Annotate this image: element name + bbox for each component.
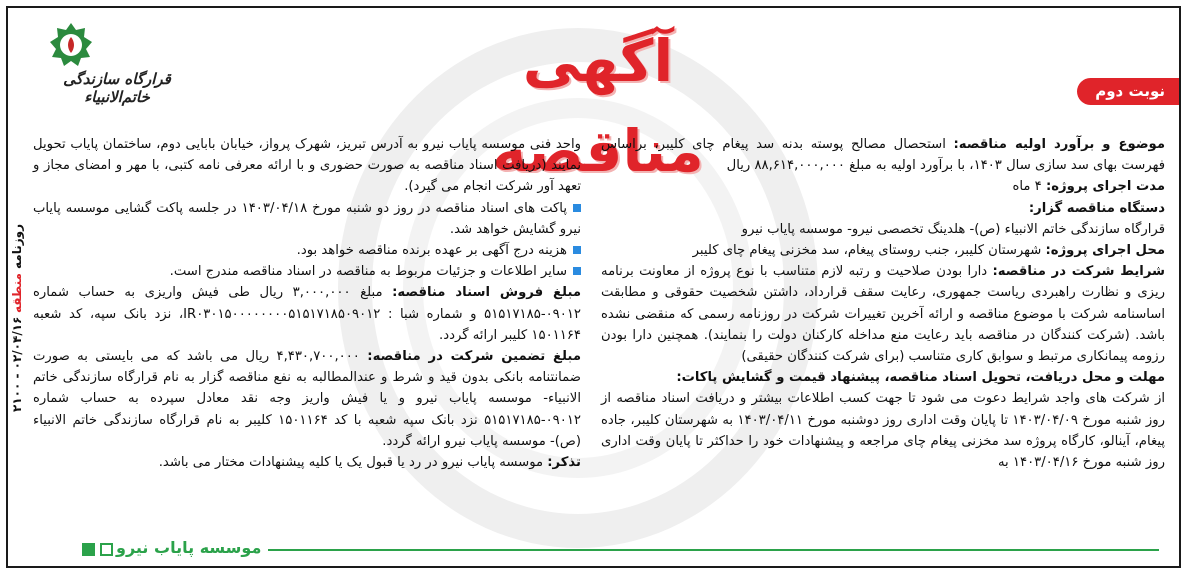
deadline-text: از شرکت های واجد شرایط دعوت می شود تا جهت کسب اطلاعات بیشتر و دریافت اسناد مناقصه از روز شنبه مورخ ۱۴۰۳/۰۴/۰۹ تا پایان وقت اداری روز دوشنبه مورخ ۱۴۰۳/۰۴/۱۱ به شهرستان کلیبر، جاده پیغام، آینالو، کارگاه پروژه سد مخزنی پیغام چای مراجعه و پیشنهادات خود را حداکثر تا پایان وقت اداری روز شنبه مورخ ۱۴۰۳/۰۴/۱۶ به — [601, 391, 1165, 471]
bullet-item — [33, 198, 581, 240]
location-paragraph — [601, 240, 1165, 261]
paper-name: روزنامه — [10, 223, 24, 269]
location-text: شهرستان کلیبر، جنب روستای پیغام، سد مخزنی پیغام چای کلیبر — [692, 243, 1042, 259]
bullet-text: سایر اطلاعات و جزئیات مربوط به مناقصه در اسناد مناقصه مندرج است. — [169, 264, 567, 280]
left-column — [33, 134, 581, 473]
side-strip — [8, 118, 26, 518]
paper-brand: منطقه — [10, 272, 24, 313]
guarantee-paragraph — [33, 346, 581, 452]
note-text: موسسه پایاب نیرو در رد یا قبول یک یا کلیه پیشنهادات مختار می باشد. — [158, 455, 544, 471]
duration-paragraph — [601, 176, 1165, 197]
logo-text: قرارگاه سازندگی خاتم‌الانبیاء — [63, 70, 171, 106]
docs-paragraph — [33, 282, 581, 346]
authority-label: دستگاه مناقصه گزار: — [1028, 200, 1165, 216]
duration-label: مدت اجرای پروژه: — [1045, 179, 1165, 195]
footer-square-filled-icon — [82, 543, 95, 556]
bullet-text: پاکت های اسناد مناقصه در روز دو شنبه مورخ ۱۴۰۳/۰۴/۱۸ در جلسه پاکت گشایی موسسه پایاب نیرو گشایش خواهد شد. — [33, 200, 581, 237]
notice-code: ۰۲/۰۴/۱۶ - ۲۱۰۰ — [10, 316, 24, 413]
subject-text: استحصال مصالح پوسته بدنه سد پیغام چای کلیبر، براساس فهرست بهای سد سازی سال ۱۴۰۳، با برآورد اولیه به مبلغ ۸۸,۶۱۴,۰۰۰,۰۰۰ ریال — [601, 137, 1165, 174]
footer-divider — [268, 549, 1159, 551]
footer-company-name: موسسه پایاب نیرو — [116, 538, 262, 557]
subject-paragraph — [601, 134, 1165, 176]
emblem-icon — [48, 22, 94, 68]
round-badge: نوبت دوم — [1077, 78, 1179, 105]
footer-square-outline-icon — [100, 543, 113, 556]
duration-text: ۴ ماه — [1012, 179, 1042, 195]
notice-frame — [6, 6, 1181, 568]
docs-label: مبلغ فروش اسناد مناقصه: — [392, 285, 581, 301]
deadline-label: مهلت و محل دریافت، تحویل اسناد مناقصه، پیشنهاد قیمت و گشایش پاکات: — [676, 370, 1165, 386]
conditions-paragraph — [601, 261, 1165, 367]
page-title: آگهی مناقصه — [492, 27, 704, 185]
bullet-square-icon — [573, 204, 581, 212]
bullet-item — [33, 240, 581, 261]
guarantee-label: مبلغ تضمین شرکت در مناقصه: — [367, 349, 581, 365]
docs-text: مبلغ ۳,۰۰۰,۰۰۰ ریال طی فیش واریزی به حساب شماره ۰۹۰۱۲-۵۱۵۱۷۱۸۵ و شماره شبا : IR۰۳۰۱۵۰۰۰۰۰۰۰۰۵۱۵۱۷۱۸۵۰۹۰۱۲، نزد بانک سپه، کد شعبه ۱۵۰۱۱۶۴ کلیبر ارائه گردد. — [33, 285, 581, 343]
logo — [22, 14, 212, 118]
conditions-text: دارا بودن صلاحیت و رتبه لازم متناسب با نوع پروژه از معاونت برنامه ریزی و نظارت راهبردی ریاست جمهوری، رعایت سقف قرارداد، داشتن شخصیت حقوقی و مطابقت اساسنامه شرکت با موضوع مناقصه و ارائه آخرین تغییرات شرکت در روزنامه رسمی که منقضی نشده باشد. (شرکت کنندگان در مناقصه باید رعایت منع مداخله کارکنان دولت را بنمایند). همچنین دارا بودن رزومه پیمانکاری مرتبط و سوابق کاری متناسب (برای شرکت کنندگان حقیقی) — [601, 264, 1165, 365]
authority-text: قرارگاه سازندگی خاتم الانبیاء (ص)- هلدینگ تخصصی نیرو- موسسه پایاب نیرو — [741, 221, 1165, 237]
bullet-item — [33, 261, 581, 282]
subject-label: موضوع و برآورد اولیه مناقصه: — [953, 137, 1165, 152]
bullet-square-icon — [573, 267, 581, 275]
conditions-label: شرایط شرکت در مناقصه: — [992, 264, 1165, 280]
note-label: تذکر: — [547, 455, 581, 471]
right-column — [601, 134, 1165, 473]
bullet-square-icon — [573, 246, 581, 254]
intro-text: واحد فنی موسسه پایاب نیرو به آدرس تبریز، شهرک پرواز، خیابان بابایی دوم، ساختمان پایاب تحویل نمایند (دریافت اسناد مناقصه به صورت حضوری و با ارائه معرفی نامه کتبی، با مهر و امضای مجاز و تعهد آور شرکت انجام می گیرد). — [33, 137, 581, 195]
guarantee-text: ۴,۴۳۰,۷۰۰,۰۰۰ ریال می باشد که می بایستی به صورت ضمانتنامه بانکی بدون قید و شرط و عندالمطالبه به نفع مناقصه گزار به نام قرارگاه سازندگی خاتم الانبیاء- موسسه پایاب نیرو و یا فیش واریز وجه نقد معادل سپرده به حساب شماره ۰۹۰۱۲-۵۱۵۱۷۱۸۵ نزد بانک سپه شعبه با کد ۱۵۰۱۱۶۴ کلیبر به نام قرارگاه سازندگی خاتم الانبیاء (ص)- موسسه پایاب نیرو ارائه گردد. — [33, 349, 581, 449]
location-label: محل اجرای پروژه: — [1045, 243, 1165, 259]
bullet-text: هزینه درج آگهی بر عهده برنده مناقصه خواهد بود. — [296, 243, 567, 259]
note-paragraph — [33, 452, 581, 473]
footer — [8, 534, 1179, 566]
